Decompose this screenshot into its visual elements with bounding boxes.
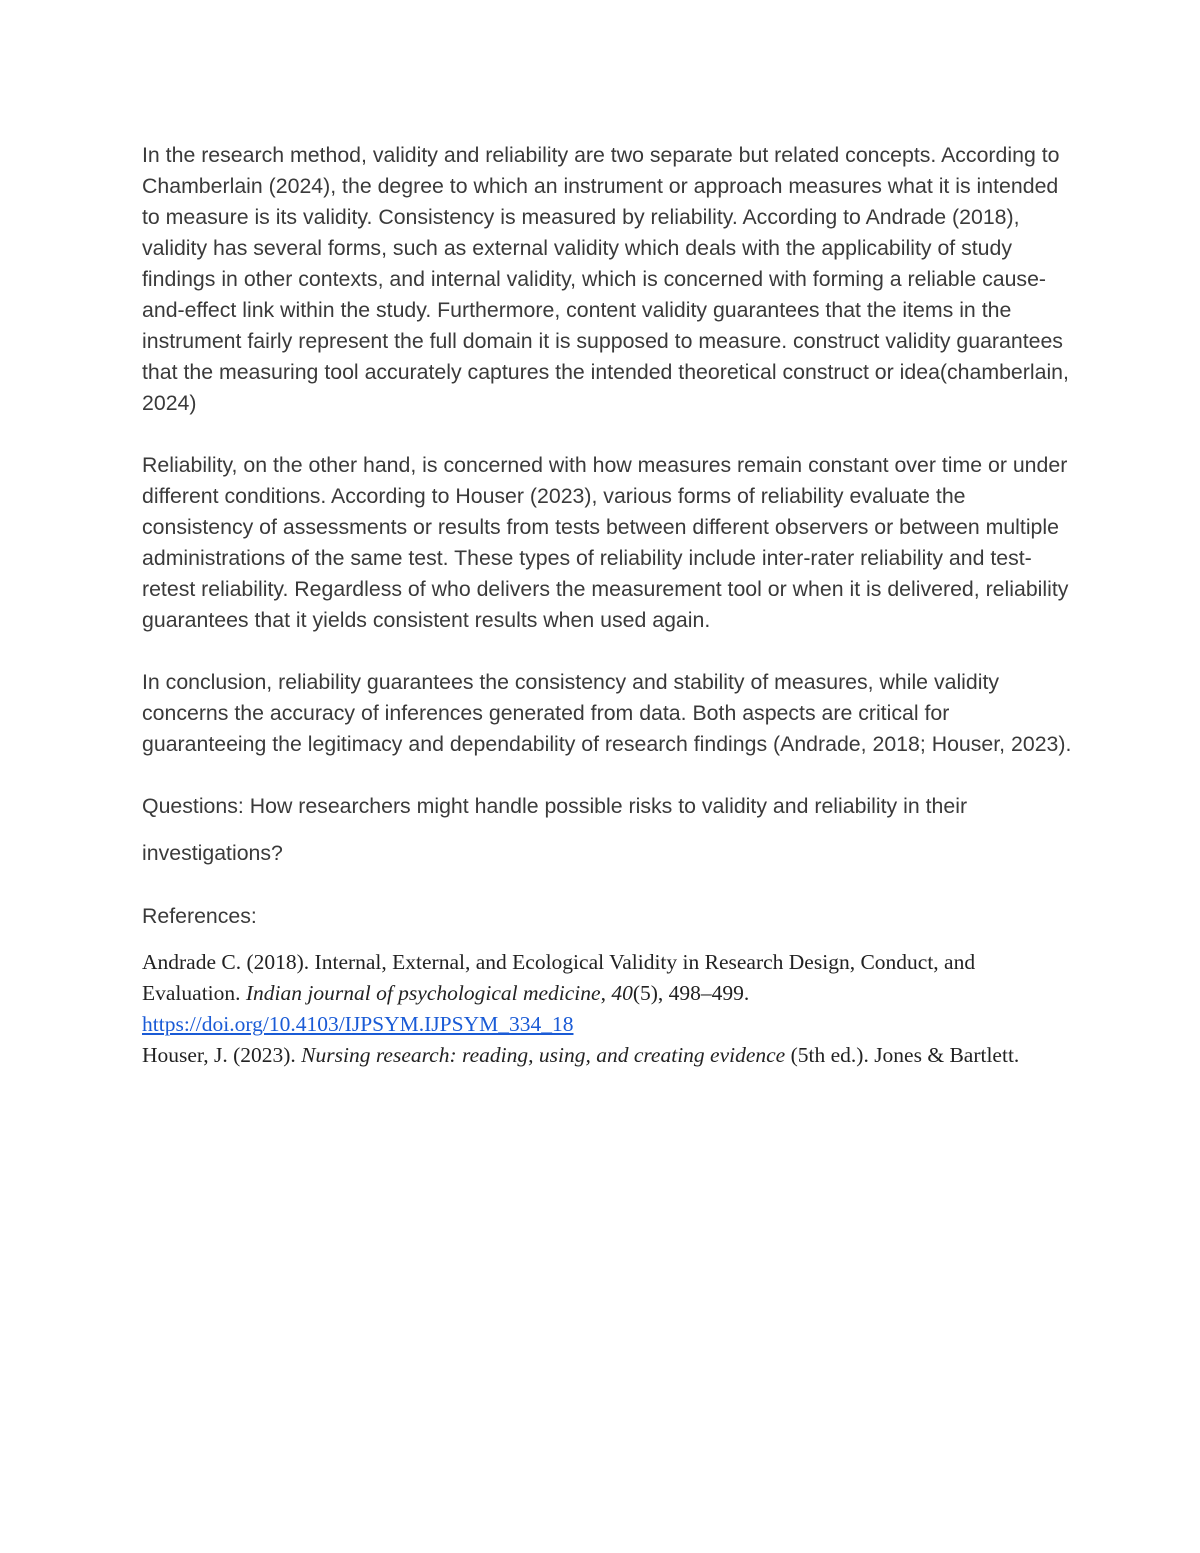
reference-andrade <box>142 947 1072 1040</box>
paragraph-validity: In the research method, validity and reliability are two separate but related concepts. According to Chamberlain (2024), the degree to which an instrument or approach measures what it is intended to measure is its validity. Consistency is measured by reliability. According to Andrade (2018), validity has several forms, such as external validity which deals with the applicability of study findings in other contexts, and internal validity, which is concerned with forming a reliable cause-and-effect link within the study. Furthermore, content validity guarantees that the items in the instrument fairly represent the full domain it is supposed to measure. construct validity guarantees that the measuring tool accurately captures the intended theoretical construct or idea(chamberlain, 2024) <box>142 143 1069 415</box>
reference-houser <box>142 1040 1072 1071</box>
reference-list <box>142 947 1072 1071</box>
paragraph-reliability: Reliability, on the other hand, is concerned with how measures remain constant over time or under different conditions. According to Houser (2023), various forms of reliability evaluate the consistency of assessments or results from tests between different observers or between multiple administrations of the same test. These types of reliability include inter-rater reliability and test-retest reliability. Regardless of who delivers the measurement tool or when it is delivered, reliability guarantees that it yields consistent results when used again. <box>142 453 1069 632</box>
reference-houser-lead: Houser, J. (2023). <box>142 1043 302 1067</box>
reference-andrade-journal: Indian journal of psychological medicine <box>245 981 601 1005</box>
reference-andrade-lead: Andrade C. (2018). Internal, External, and Ecological Validity in Research Design, Conduct, and Evaluation. <box>142 950 976 1005</box>
reference-andrade-sep: , <box>600 981 612 1005</box>
reference-houser-tail: (5th ed.). Jones & Bartlett. <box>785 1043 1020 1067</box>
paragraph-conclusion: In conclusion, reliability guarantees the consistency and stability of measures, while validity concerns the accuracy of inferences generated from data. Both aspects are critical for guaranteeing the legitimacy and dependability of research findings (Andrade, 2018; Houser, 2023). <box>142 670 1072 756</box>
document-page <box>142 140 1072 1071</box>
reference-andrade-volume: 40 <box>611 981 633 1005</box>
question-text: Questions: How researchers might handle possible risks to validity and reliability in their investigations? <box>142 794 968 865</box>
reference-andrade-tail: (5), 498–499. <box>632 981 750 1005</box>
doi-link[interactable]: https://doi.org/10.4103/IJPSYM.IJPSYM_334_18 <box>142 1012 574 1036</box>
references-heading: References: <box>142 904 257 928</box>
reference-houser-title: Nursing research: reading, using, and creating evidence <box>301 1043 786 1067</box>
